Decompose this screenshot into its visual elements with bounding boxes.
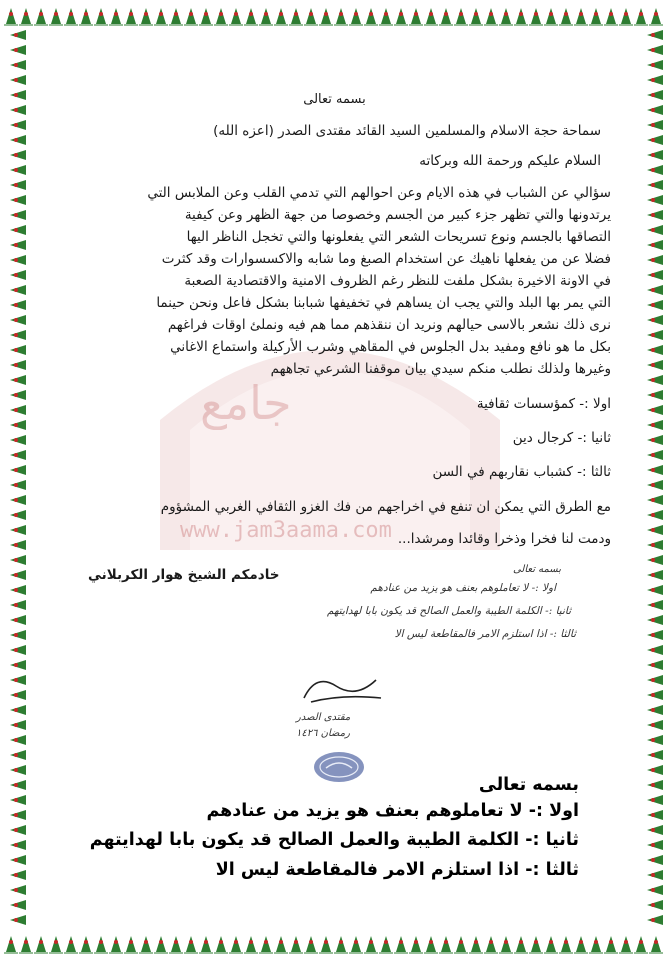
official-seal [312,750,366,784]
letter-item: ثالثا :- كشباب نقاربهم في السن [432,464,611,480]
typed-reply-line: اولا :- لا تعاملوهم بعنف هو يزيد من عنادهم [206,801,579,821]
watermark-name: جامع [200,376,292,430]
typed-reply-line: بسمه تعالى [478,775,579,795]
typed-reply-line: ثالثا :- اذا استلزم الامر فالمقاطعة ليس الا [215,860,579,880]
letter-greeting: السلام عليكم ورحمة الله وبركاته [419,153,601,169]
paragraph-line: وغيرها ولذلك نطلب منكم سيدي بيان موقفنا الشرعي تجاههم [270,361,611,377]
handwritten-line: ثالثا :- اذا استلزم الامر فالمقاطعة ليس الا [394,628,576,640]
letter-item: ثانيا :- كرجال دين [512,430,611,446]
letter-bismillah: بسمه تعالى [303,92,366,107]
handwritten-line: اولا :- لا تعاملوهم بعنف هو يزيد من عنادهم [370,582,556,594]
letter-signature: خادمكم الشيخ هوار الكربلاني [88,567,280,583]
handwritten-line: بسمه تعالى [512,564,561,575]
paragraph-line: يرتدونها والتي تظهر جزء كبير من الجسم وخصوصا من جهة الظهر وعن كيفية [184,207,611,223]
handwritten-date: رمضان ١٤٢٦ [296,728,350,739]
handwritten-signature: مقتدى الصدر [296,712,351,723]
watermark-site: www.jam3aama.com [180,518,392,543]
typed-reply-line: ثانيا :- الكلمة الطيبة والعمل الصالح قد يكون بابا لهدايتهم [89,830,579,850]
letter-closing: مع الطرق التي يمكن ان تنفع في اخراجهم من فك الغزو الثقافي الغربي المشؤوم [160,499,611,515]
paragraph-line: بكل ما هو نافع ومفيد بدل الجلوس في المقاهي وشرب الأركيلة واستماع الاغاني [170,339,611,355]
paragraph-line: فضلا عن من يفعلها ناهيك عن استخدام الصبغ وما شابه والاكسسوارات وقد كثرت [161,251,611,267]
signature-flourish [296,668,386,708]
paragraph-line: التصاقها بالجسم ونوع تسريحات الشعر التي يفعلونها والتي تخجل الناظر اليها [186,229,611,245]
handwritten-line: ثانيا :- الكلمة الطيبة والعمل الصالح قد يكون بابا لهدايتهم [326,605,571,617]
letter-addressee: سماحة حجة الاسلام والمسلمين السيد القائد مقتدى الصدر (اعزه الله) [213,123,601,139]
letter-item: اولا :- كمؤسسات ثقافية [476,396,611,412]
paragraph-line: في الاونة الاخيرة بشكل ملفت للنظر رغم الظروف الامنية والاقتصادية الصعبة [184,273,611,289]
letter-closing: ودمت لنا فخرا وذخرا وقائدا ومرشدا... [397,531,611,547]
paragraph-line: سؤالي عن الشباب في هذه الايام وعن احوالهم التي تدمي القلب وعن الملابس التي [147,185,611,201]
paragraph-line: التي يمر بها البلد والتي يجب ان يساهم في تخفيفها شبابنا بشكل فاعل ونحن حينما [156,295,611,311]
paragraph-line: نرى ذلك نشعر بالاسى حيالهم ونريد ان ننقذهم مما هم فيه ونملئ اوقات فراغهم [167,317,611,333]
